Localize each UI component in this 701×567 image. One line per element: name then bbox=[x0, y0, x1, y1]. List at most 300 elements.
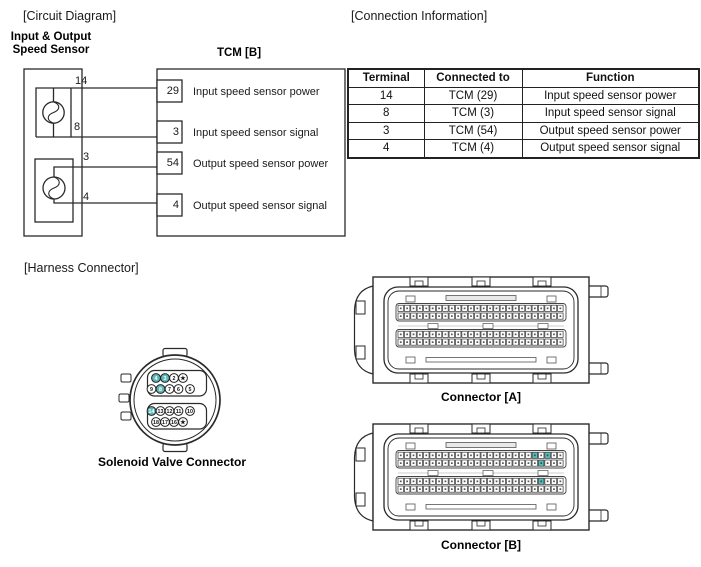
pin-dot bbox=[470, 341, 472, 343]
pin-dot bbox=[553, 334, 555, 336]
pin-dot bbox=[547, 308, 549, 310]
pin-dot bbox=[425, 455, 427, 457]
pin-dot bbox=[470, 488, 472, 490]
pin-dot bbox=[419, 308, 421, 310]
pin-dot bbox=[515, 341, 517, 343]
boot-clip bbox=[356, 346, 365, 359]
pin-dot bbox=[540, 488, 542, 490]
pin-dot bbox=[534, 334, 536, 336]
pin-dot bbox=[547, 462, 549, 464]
pin-dot bbox=[451, 334, 453, 336]
pin-dot bbox=[438, 315, 440, 317]
pin-dot bbox=[489, 341, 491, 343]
pin-dot bbox=[528, 455, 530, 457]
pin-dot bbox=[451, 488, 453, 490]
connector-housing bbox=[373, 277, 589, 383]
sensor-terminal-number: 14 bbox=[75, 75, 88, 87]
connection-table bbox=[347, 68, 700, 159]
pin-dot bbox=[406, 341, 408, 343]
boot-clip bbox=[356, 493, 365, 506]
pin-dot bbox=[528, 334, 530, 336]
pin-dot bbox=[457, 462, 459, 464]
pin-dot bbox=[521, 455, 523, 457]
connection-table-cell: Input speed sensor power bbox=[522, 87, 699, 105]
tcm-pin-number: 4 bbox=[172, 199, 179, 211]
pin-dot bbox=[445, 462, 447, 464]
pin-dot bbox=[483, 308, 485, 310]
solenoid-pin-label: ★ bbox=[180, 375, 186, 383]
latch-tab-inner bbox=[538, 374, 546, 379]
solenoid-pin-label: 7 bbox=[168, 386, 171, 393]
pin-dot bbox=[432, 315, 434, 317]
pin-dot bbox=[419, 481, 421, 483]
pin-dot bbox=[425, 488, 427, 490]
pin-dot bbox=[483, 315, 485, 317]
sensor-terminal-number: 4 bbox=[83, 191, 90, 203]
connection-table-cell: 14 bbox=[348, 87, 424, 105]
pin-dot bbox=[451, 308, 453, 310]
pin-dot bbox=[521, 481, 523, 483]
pin-dot bbox=[496, 455, 498, 457]
pin-dot bbox=[419, 341, 421, 343]
pin-dot bbox=[464, 488, 466, 490]
connection-table-cell: TCM (54) bbox=[424, 122, 522, 140]
mid-key bbox=[483, 324, 493, 329]
connection-table-cell: TCM (3) bbox=[424, 105, 522, 123]
tcm-pin-number: 3 bbox=[172, 126, 179, 138]
pin-dot bbox=[477, 315, 479, 317]
latch-tab-inner bbox=[477, 281, 485, 286]
pin-dot bbox=[483, 462, 485, 464]
pin-dot bbox=[560, 462, 562, 464]
pin-dot bbox=[496, 462, 498, 464]
pin-dot bbox=[419, 488, 421, 490]
pin-dot bbox=[521, 488, 523, 490]
pin-dot bbox=[470, 462, 472, 464]
tcm-pin-number: 54 bbox=[166, 157, 179, 169]
pin-dot bbox=[457, 315, 459, 317]
connection-table-header-row bbox=[348, 69, 699, 87]
pin-dot bbox=[496, 308, 498, 310]
wire-4 bbox=[54, 199, 157, 203]
pin-dot bbox=[457, 341, 459, 343]
pin-dot bbox=[547, 455, 549, 457]
pin-dot bbox=[489, 334, 491, 336]
pin-dot bbox=[502, 334, 504, 336]
pin-dot bbox=[534, 308, 536, 310]
pin-dot bbox=[425, 315, 427, 317]
pin-dot bbox=[445, 315, 447, 317]
pin-dot bbox=[451, 315, 453, 317]
pin-dot bbox=[438, 308, 440, 310]
connector-a-drawing bbox=[351, 274, 611, 386]
pin-dot bbox=[528, 462, 530, 464]
pin-dot bbox=[508, 308, 510, 310]
sensor-label-line2: Speed Sensor bbox=[12, 43, 90, 56]
pin-dot bbox=[438, 462, 440, 464]
pin-dot bbox=[534, 315, 536, 317]
pin-dot bbox=[477, 481, 479, 483]
pin-dot bbox=[400, 341, 402, 343]
col-function: Function bbox=[522, 69, 699, 87]
pin-dot bbox=[540, 462, 542, 464]
pin-dot bbox=[483, 341, 485, 343]
pin-dot bbox=[515, 462, 517, 464]
pin-dot bbox=[413, 488, 415, 490]
pin-dot bbox=[400, 488, 402, 490]
connection-table-cell: 3 bbox=[348, 122, 424, 140]
pin-dot bbox=[528, 488, 530, 490]
pin-dot bbox=[560, 481, 562, 483]
face-top-slot bbox=[446, 443, 516, 448]
connection-table-cell: Output speed sensor signal bbox=[522, 140, 699, 158]
pin-dot bbox=[400, 462, 402, 464]
pin-dot bbox=[502, 488, 504, 490]
solenoid-left-bump-1 bbox=[121, 374, 131, 382]
connection-table-row bbox=[348, 105, 699, 123]
solenoid-pin-label: 8 bbox=[159, 386, 162, 393]
pin-dot bbox=[540, 334, 542, 336]
pin-dot bbox=[515, 315, 517, 317]
pin-dot bbox=[502, 455, 504, 457]
pin-dot bbox=[515, 481, 517, 483]
solenoid-pin-label: 2 bbox=[172, 375, 176, 382]
pin-dot bbox=[483, 488, 485, 490]
solenoid-left-bump-3 bbox=[121, 412, 131, 420]
circuit-diagram-title: [Circuit Diagram] bbox=[23, 9, 117, 23]
sensor-terminal-number: 8 bbox=[74, 121, 81, 133]
pin-dot bbox=[560, 308, 562, 310]
pin-dot bbox=[413, 308, 415, 310]
pin-dot bbox=[470, 315, 472, 317]
tcm-pin-function: Output speed sensor power bbox=[193, 157, 329, 170]
pin-dot bbox=[528, 341, 530, 343]
pin-dot bbox=[560, 341, 562, 343]
pin-dot bbox=[553, 308, 555, 310]
pivot-stub bbox=[587, 510, 608, 521]
pin-dot bbox=[445, 481, 447, 483]
pin-dot bbox=[547, 341, 549, 343]
pin-dot bbox=[502, 341, 504, 343]
pin-dot bbox=[553, 488, 555, 490]
pin-dot bbox=[419, 334, 421, 336]
solenoid-pin-label: 3 bbox=[163, 375, 167, 382]
col-terminal: Terminal bbox=[348, 69, 424, 87]
pin-dot bbox=[400, 481, 402, 483]
pin-dot bbox=[560, 488, 562, 490]
pin-dot bbox=[508, 341, 510, 343]
solenoid-pin-label: 17 bbox=[162, 419, 168, 426]
pin-dot bbox=[477, 488, 479, 490]
pin-dot bbox=[477, 334, 479, 336]
pivot-stub bbox=[587, 363, 608, 374]
solenoid-pin-label: 10 bbox=[187, 408, 193, 415]
latch-tab-inner bbox=[538, 281, 546, 286]
pin-dot bbox=[483, 455, 485, 457]
tcm-pin-function: Output speed sensor signal bbox=[193, 199, 327, 212]
pin-dot bbox=[419, 462, 421, 464]
pin-dot bbox=[496, 488, 498, 490]
pin-dot bbox=[477, 462, 479, 464]
pin-dot bbox=[425, 308, 427, 310]
mid-key bbox=[428, 324, 438, 329]
pin-dot bbox=[400, 334, 402, 336]
solenoid-pin-label: 13 bbox=[157, 408, 164, 415]
pin-dot bbox=[432, 341, 434, 343]
pin-dot bbox=[457, 308, 459, 310]
pin-dot bbox=[457, 488, 459, 490]
sensor-terminal-number: 3 bbox=[83, 151, 90, 163]
connection-table-cell: TCM (29) bbox=[424, 87, 522, 105]
pin-dot bbox=[470, 455, 472, 457]
pin-dot bbox=[432, 481, 434, 483]
connection-table-row bbox=[348, 122, 699, 140]
pin-dot bbox=[540, 315, 542, 317]
connection-table-cell: 4 bbox=[348, 140, 424, 158]
pin-dot bbox=[445, 488, 447, 490]
pin-dot bbox=[515, 334, 517, 336]
tcm-box-label: TCM [B] bbox=[216, 47, 262, 59]
solenoid-pin-label: 11 bbox=[175, 408, 182, 415]
pin-dot bbox=[445, 334, 447, 336]
pin-dot bbox=[560, 455, 562, 457]
pin-dot bbox=[413, 481, 415, 483]
pin-dot bbox=[521, 341, 523, 343]
pin-dot bbox=[489, 488, 491, 490]
connector-boot bbox=[355, 433, 374, 521]
pivot-stub bbox=[587, 286, 608, 297]
connection-table-cell: TCM (4) bbox=[424, 140, 522, 158]
pin-dot bbox=[508, 315, 510, 317]
connection-table-cell: 8 bbox=[348, 105, 424, 123]
pin-dot bbox=[464, 455, 466, 457]
pivot-stub bbox=[587, 433, 608, 444]
pin-dot bbox=[464, 341, 466, 343]
pin-dot bbox=[413, 341, 415, 343]
pin-dot bbox=[438, 341, 440, 343]
pin-dot bbox=[553, 481, 555, 483]
pin-dot bbox=[508, 481, 510, 483]
connector-b-drawing bbox=[351, 421, 611, 533]
pin-dot bbox=[413, 315, 415, 317]
solenoid-pin-label: ★ bbox=[180, 419, 186, 427]
pin-dot bbox=[400, 455, 402, 457]
pin-dot bbox=[477, 341, 479, 343]
pin-dot bbox=[496, 315, 498, 317]
pin-dot bbox=[477, 308, 479, 310]
pin-dot bbox=[515, 455, 517, 457]
pin-dot bbox=[400, 315, 402, 317]
connection-table-cell: Input speed sensor signal bbox=[522, 105, 699, 123]
pin-dot bbox=[451, 462, 453, 464]
pin-dot bbox=[540, 308, 542, 310]
tcm-pin-number: 29 bbox=[166, 85, 179, 97]
pin-dot bbox=[451, 481, 453, 483]
pin-dot bbox=[547, 315, 549, 317]
pin-dot bbox=[438, 334, 440, 336]
latch-tab-inner bbox=[415, 428, 423, 433]
pin-dot bbox=[445, 341, 447, 343]
solenoid-valve-connector-label: Solenoid Valve Connector bbox=[97, 455, 247, 469]
latch-tab-inner bbox=[415, 281, 423, 286]
solenoid-pin-label: 18 bbox=[153, 419, 159, 426]
pin-dot bbox=[432, 488, 434, 490]
pin-dot bbox=[419, 455, 421, 457]
pin-dot bbox=[515, 308, 517, 310]
pin-dot bbox=[534, 488, 536, 490]
pin-dot bbox=[508, 455, 510, 457]
pin-dot bbox=[413, 455, 415, 457]
pin-dot bbox=[483, 334, 485, 336]
pin-dot bbox=[521, 308, 523, 310]
pin-dot bbox=[560, 315, 562, 317]
solenoid-pin-label: 4 bbox=[154, 375, 158, 382]
latch-tab-inner bbox=[415, 521, 423, 526]
pin-dot bbox=[521, 334, 523, 336]
pin-dot bbox=[540, 481, 542, 483]
pin-dot bbox=[425, 334, 427, 336]
sensor-label-line1: Input & Output bbox=[10, 31, 92, 43]
mid-key bbox=[538, 324, 548, 329]
pin-dot bbox=[438, 481, 440, 483]
pin-dot bbox=[425, 341, 427, 343]
pin-dot bbox=[508, 488, 510, 490]
pin-dot bbox=[477, 455, 479, 457]
pin-dot bbox=[521, 462, 523, 464]
solenoid-pin-label: 14 bbox=[148, 408, 155, 415]
pin-dot bbox=[508, 334, 510, 336]
pin-dot bbox=[534, 341, 536, 343]
pin-dot bbox=[496, 341, 498, 343]
pin-dot bbox=[470, 308, 472, 310]
connector-housing bbox=[373, 424, 589, 530]
pin-dot bbox=[515, 488, 517, 490]
pin-dot bbox=[413, 334, 415, 336]
connection-table-cell: Output speed sensor power bbox=[522, 122, 699, 140]
pin-dot bbox=[528, 308, 530, 310]
harness-connector-title: [Harness Connector] bbox=[24, 261, 139, 275]
pin-dot bbox=[464, 308, 466, 310]
pin-dot bbox=[432, 455, 434, 457]
pin-dot bbox=[406, 481, 408, 483]
pin-dot bbox=[406, 488, 408, 490]
pin-dot bbox=[470, 481, 472, 483]
pin-dot bbox=[502, 481, 504, 483]
solenoid-pin-label: 16 bbox=[171, 419, 177, 426]
pin-dot bbox=[451, 341, 453, 343]
pin-dot bbox=[553, 462, 555, 464]
pin-dot bbox=[489, 308, 491, 310]
pin-dot bbox=[553, 315, 555, 317]
tcm-pin-function: Input speed sensor signal bbox=[193, 126, 319, 139]
pin-dot bbox=[464, 462, 466, 464]
pin-dot bbox=[470, 334, 472, 336]
pin-dot bbox=[540, 455, 542, 457]
pin-dot bbox=[547, 488, 549, 490]
col-connected-to: Connected to bbox=[424, 69, 522, 87]
pin-dot bbox=[457, 481, 459, 483]
latch-tab-inner bbox=[415, 374, 423, 379]
pin-dot bbox=[464, 481, 466, 483]
pin-dot bbox=[483, 481, 485, 483]
mid-key bbox=[538, 471, 548, 476]
boot-clip bbox=[356, 448, 365, 461]
pin-dot bbox=[432, 462, 434, 464]
connection-table-row bbox=[348, 87, 699, 105]
latch-tab-inner bbox=[477, 428, 485, 433]
pin-dot bbox=[457, 334, 459, 336]
wire-3 bbox=[54, 167, 157, 177]
pin-dot bbox=[502, 308, 504, 310]
mid-key bbox=[483, 471, 493, 476]
pin-dot bbox=[419, 315, 421, 317]
pin-dot bbox=[534, 462, 536, 464]
connection-information-title: [Connection Information] bbox=[351, 9, 488, 23]
pin-dot bbox=[502, 462, 504, 464]
pin-dot bbox=[438, 488, 440, 490]
pin-dot bbox=[534, 481, 536, 483]
pin-dot bbox=[432, 308, 434, 310]
pin-dot bbox=[406, 308, 408, 310]
boot-clip bbox=[356, 301, 365, 314]
connector-b-label: Connector [B] bbox=[441, 538, 521, 552]
solenoid-left-bump-2 bbox=[119, 394, 129, 402]
pin-dot bbox=[445, 308, 447, 310]
pin-dot bbox=[406, 315, 408, 317]
face-top-slot bbox=[446, 296, 516, 301]
pin-dot bbox=[438, 455, 440, 457]
pin-dot bbox=[400, 308, 402, 310]
pin-dot bbox=[489, 462, 491, 464]
pin-dot bbox=[528, 481, 530, 483]
pin-dot bbox=[425, 481, 427, 483]
tcm-pin-function: Input speed sensor power bbox=[193, 85, 320, 98]
connection-table-row bbox=[348, 140, 699, 158]
latch-tab-inner bbox=[477, 374, 485, 379]
pin-dot bbox=[553, 455, 555, 457]
pin-dot bbox=[547, 481, 549, 483]
pin-dot bbox=[445, 455, 447, 457]
connector-boot bbox=[355, 286, 374, 374]
pin-dot bbox=[553, 341, 555, 343]
pin-dot bbox=[489, 455, 491, 457]
pin-dot bbox=[425, 462, 427, 464]
solenoid-pin-label: 9 bbox=[150, 386, 153, 393]
pin-dot bbox=[464, 334, 466, 336]
pin-dot bbox=[457, 455, 459, 457]
pin-dot bbox=[413, 462, 415, 464]
pin-dot bbox=[560, 334, 562, 336]
pin-dot bbox=[547, 334, 549, 336]
latch-tab-inner bbox=[538, 521, 546, 526]
solenoid-pin-label: 5 bbox=[188, 386, 192, 393]
latch-tab-inner bbox=[538, 428, 546, 433]
pin-dot bbox=[464, 315, 466, 317]
pin-dot bbox=[406, 455, 408, 457]
mid-key bbox=[428, 471, 438, 476]
pin-dot bbox=[432, 334, 434, 336]
pin-dot bbox=[406, 462, 408, 464]
pin-dot bbox=[496, 481, 498, 483]
pin-dot bbox=[502, 315, 504, 317]
solenoid-pin-label: 6 bbox=[177, 386, 180, 393]
pin-dot bbox=[496, 334, 498, 336]
pin-dot bbox=[406, 334, 408, 336]
circuit-diagram bbox=[0, 0, 350, 250]
solenoid-valve-connector-drawing bbox=[110, 342, 230, 458]
pin-dot bbox=[540, 341, 542, 343]
solenoid-pin-label: 12 bbox=[166, 408, 173, 415]
